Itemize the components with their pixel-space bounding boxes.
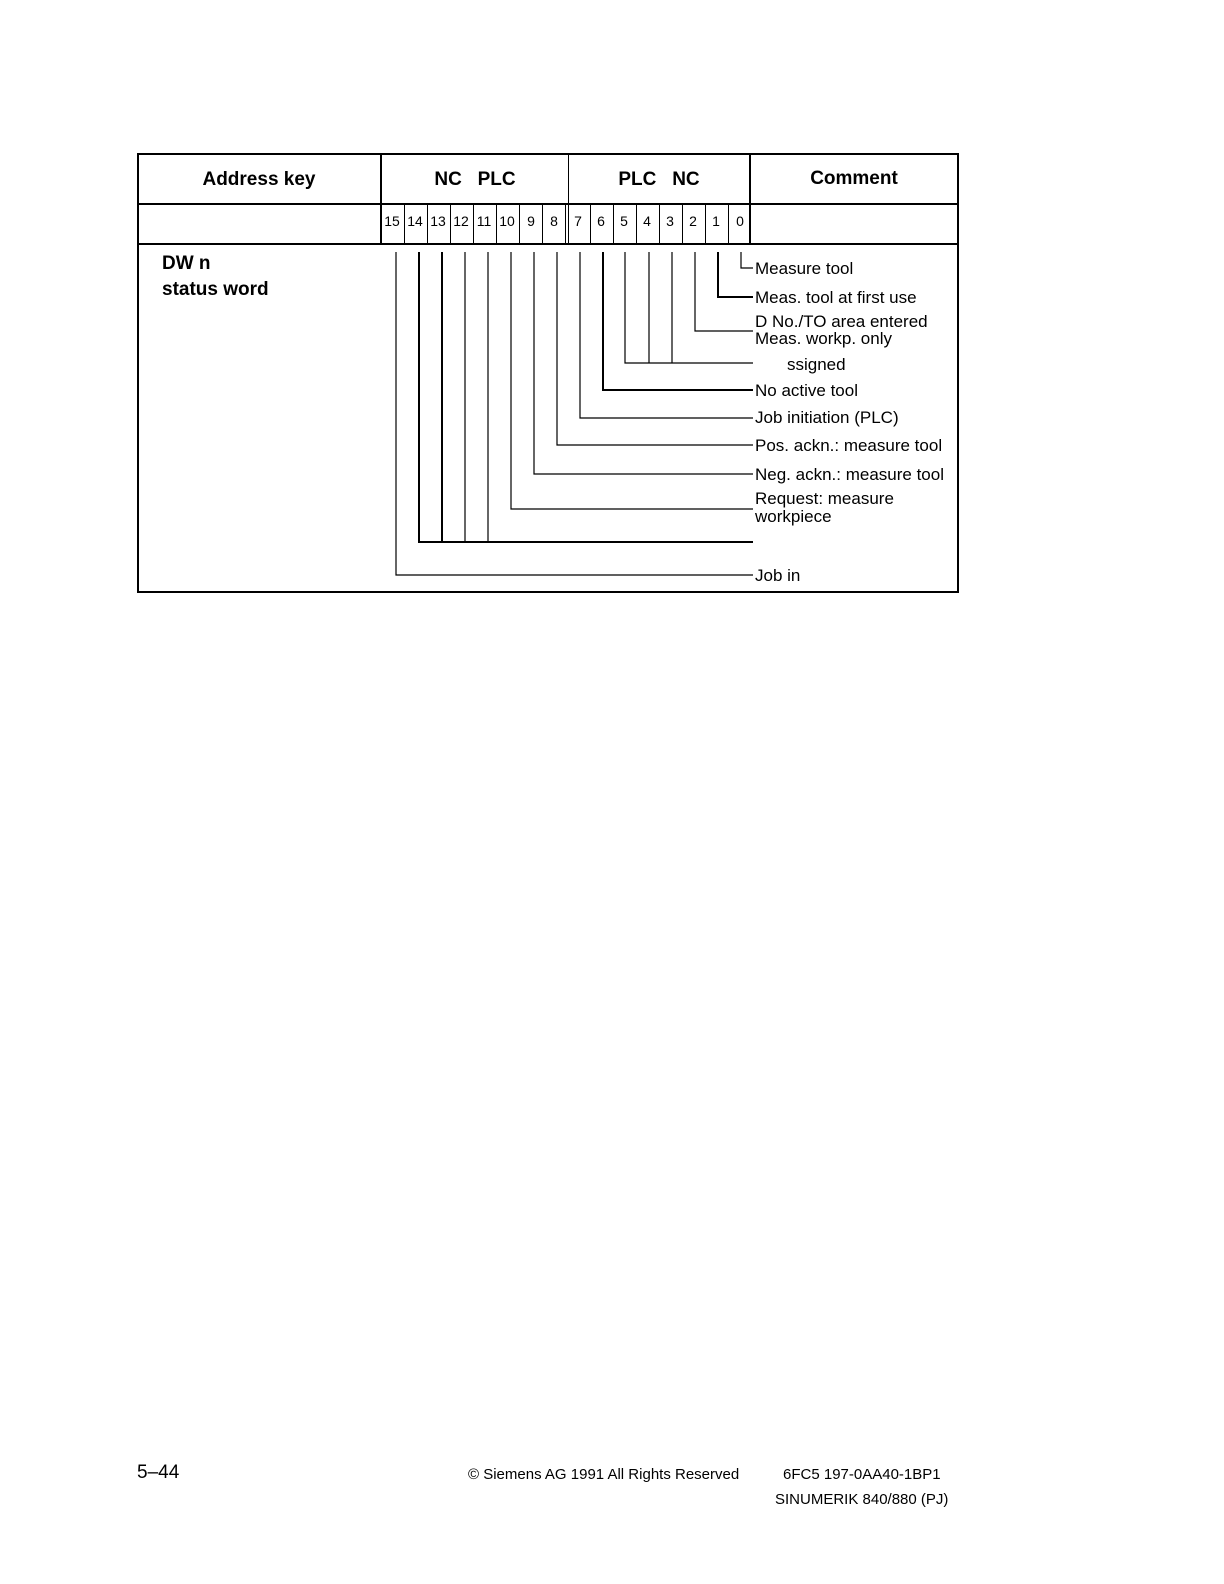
bit-number: 14 — [407, 213, 423, 229]
comment-bit-0: Measure tool — [755, 259, 854, 278]
header-address-key: Address key — [202, 169, 316, 190]
comment-bit-2: D No./TO area entered — [755, 312, 928, 331]
comment-bit-1: Meas. tool at first use — [755, 288, 917, 307]
wire-bit-1 — [718, 252, 753, 297]
comment-bits-3-5-line1: Meas. workp. only — [755, 329, 892, 348]
copyright-text: © Siemens AG 1991 All Rights Reserved — [468, 1466, 740, 1483]
wire-bit-0 — [741, 252, 753, 268]
header-comment: Comment — [810, 168, 898, 189]
bit-number: 5 — [620, 213, 628, 229]
row-address: DW n — [162, 253, 211, 274]
bit-number: 11 — [476, 213, 492, 229]
bit-number: 10 — [499, 213, 515, 229]
bit-number: 0 — [736, 213, 744, 229]
comment-bit-10-line2: workpiece — [755, 507, 832, 526]
wire-bit-5 — [625, 252, 753, 363]
comment-bit-6: No active tool — [755, 381, 858, 400]
comment-bit-15: Job in — [755, 566, 801, 585]
comment-bit-7: Job initiation (PLC) — [755, 408, 899, 427]
wire-bit-2 — [695, 252, 753, 331]
header-plc-nc: PLC NC — [618, 169, 700, 190]
bit-number: 4 — [643, 213, 651, 229]
wire-bit-14 — [419, 252, 753, 542]
bit-number: 3 — [666, 213, 674, 229]
comment-bit-10-line1: Request: measure — [755, 489, 894, 508]
bit-number: 2 — [689, 213, 697, 229]
wire-bit-8 — [557, 252, 753, 445]
row-name: status word — [162, 279, 269, 300]
document-id: 6FC5 197-0AA40-1BP1 — [783, 1466, 941, 1483]
comment-bits-3-5-line2: ssigned — [787, 355, 846, 374]
wire-bit-10 — [511, 252, 753, 509]
product-name: SINUMERIK 840/880 (PJ) — [775, 1491, 949, 1508]
header-nc-plc: NC PLC — [434, 169, 516, 190]
comment-bit-9: Neg. ackn.: measure tool — [755, 465, 944, 484]
bit-number: 1 — [712, 213, 720, 229]
bit-number: 9 — [527, 213, 535, 229]
bit-number: 13 — [430, 213, 446, 229]
wire-bit-15 — [396, 252, 753, 575]
bit-number: 6 — [597, 213, 605, 229]
page-number: 5–44 — [137, 1462, 180, 1483]
comment-bit-8: Pos. ackn.: measure tool — [755, 436, 943, 455]
bit-number: 7 — [574, 213, 582, 229]
bit-number: 8 — [550, 213, 558, 229]
wire-bit-7 — [580, 252, 753, 418]
bit-number: 15 — [384, 213, 400, 229]
bit-number: 12 — [453, 213, 469, 229]
